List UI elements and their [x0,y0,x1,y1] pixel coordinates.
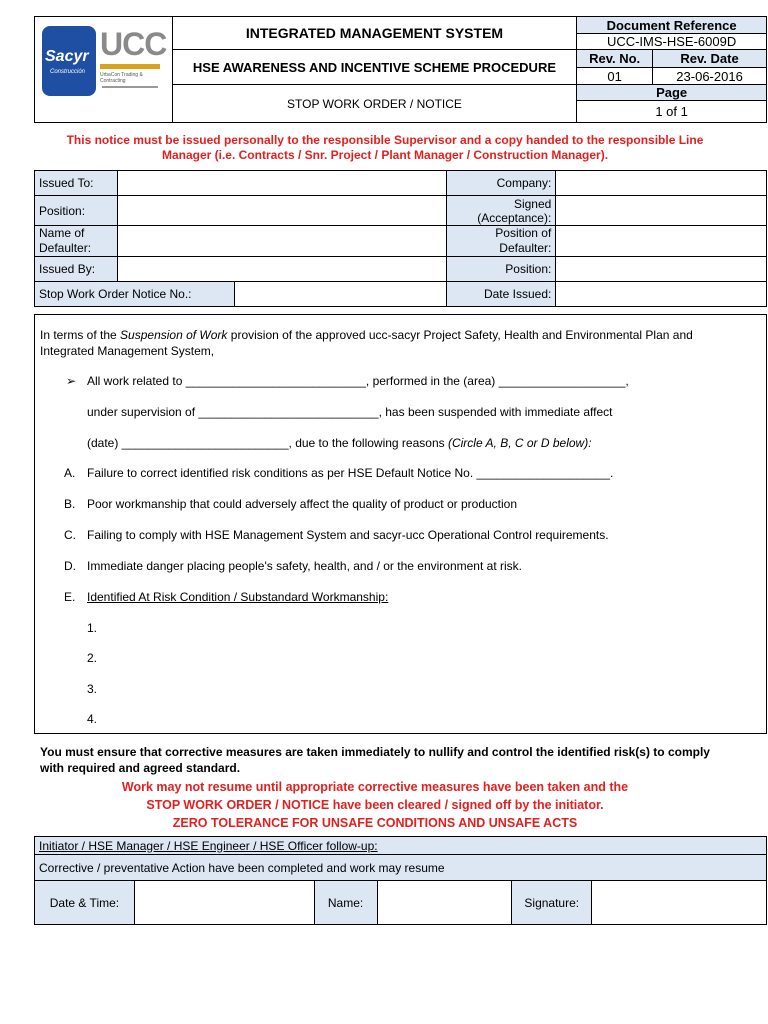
corrective-note-line-2: with required and agreed standard. [40,761,241,775]
reason-text-a: Failure to correct identified risk conditions as per HSE Default Notice No. ____________________. [87,466,614,480]
company-label: Company: [447,171,556,196]
date-time-field[interactable] [134,881,314,925]
name-of-defaulter-label: Name of Defaulter: [35,226,118,257]
reason-letter-b[interactable]: B. [64,497,76,511]
corrective-note-line-1: You must ensure that corrective measures are taken immediately to nullify and control the identified risk(s) to comply [40,745,710,759]
date-issued-label: Date Issued: [447,282,556,307]
followup-header: Initiator / HSE Manager / HSE Engineer / HSE Officer follow-up: [35,837,767,855]
work-line-2: under supervision of ___________________________, has been suspended with immediate affect [87,405,613,419]
position-of-defaulter-label: Position of Defaulter: [447,226,556,257]
date-issued-field[interactable] [556,282,767,307]
issued-by-field[interactable] [117,257,446,282]
ucc-logo [98,24,167,100]
rev-date-label: Rev. Date [653,50,767,68]
zero-tolerance-banner: ZERO TOLERANCE FOR UNSAFE CONDITIONS AND UNSAFE ACTS [172,816,578,830]
doc-ref-label: Document Reference [577,17,767,34]
condition-item-2[interactable]: 2. [87,651,98,665]
reason-letter-a[interactable]: A. [64,466,76,480]
work-line-3-emphasis: (Circle A, B, C or D below): [447,436,592,450]
company-field[interactable] [556,171,767,196]
bullet-arrow-icon: ➢ [66,374,77,388]
followup-name-label: Name: [314,881,377,925]
work-line-3 [87,436,592,450]
reason-text-b: Poor workmanship that could adversely affect the quality of product or production [87,497,518,511]
reason-letter-e[interactable]: E. [64,590,76,604]
sacyr-logo-subtext: Construcción [50,69,86,75]
intro-line-1 [40,328,693,342]
followup-name-field[interactable] [377,881,512,925]
followup-statement: Corrective / preventative Action have been completed and work may resume [35,855,767,881]
reason-text-c: Failing to comply with HSE Management System and sacyr-ucc Operational Control requirements. [87,528,609,542]
page-label: Page [577,85,767,101]
rev-no-label: Rev. No. [577,50,653,68]
reason-letter-c[interactable]: C. [64,528,76,542]
reason-text-d: Immediate danger placing people's safety, health, and / or the environment at risk. [87,559,522,573]
procedure-title: HSE AWARENESS AND INCENTIVE SCHEME PROCEDURE [172,50,576,85]
sacyr-logo-text: Sacyr [45,48,89,65]
sacyr-logo [42,26,96,96]
followup-table [34,836,767,925]
reason-text-e: Identified At Risk Condition / Substandard Workmanship: [87,590,389,604]
condition-item-3[interactable]: 3. [87,682,98,696]
doc-ref-value: UCC-IMS-HSE-6009D [577,34,767,50]
name-of-defaulter-field[interactable] [117,226,446,257]
issued-by-position-field[interactable] [556,257,767,282]
issued-by-position-label: Position: [447,257,556,282]
issue-notice [40,133,730,163]
ucc-logo-bar [100,64,160,69]
position-label: Position: [35,196,118,226]
signature-label: Signature: [512,881,592,925]
issue-info-table [34,170,767,307]
work-line-1: All work related to ___________________________, performed in the (area) ___________________, [87,374,629,388]
system-title: INTEGRATED MANAGEMENT SYSTEM [172,17,576,50]
corrective-note [40,744,740,776]
signed-field[interactable] [556,196,767,226]
issued-to-label: Issued To: [35,171,118,196]
signed-label: Signed (Acceptance): [447,196,556,226]
resume-warning-line-2: STOP WORK ORDER / NOTICE have been cleared / signed off by the initiator. [146,798,604,812]
issue-notice-line-1: This notice must be issued personally to the responsible Supervisor and a copy handed to the responsible Line [66,133,704,147]
position-field[interactable] [117,196,446,226]
rev-no-value: 01 [577,68,653,85]
intro-text-a: In terms of the [40,328,121,342]
work-line-3-text: (date) _________________________, due to the following reasons [87,436,448,450]
intro-line-2: Integrated Management System, [40,344,215,358]
signature-field[interactable] [592,881,767,925]
form-title: STOP WORK ORDER / NOTICE [172,85,576,123]
condition-item-1[interactable]: 1. [87,621,98,635]
issued-by-label: Issued By: [35,257,118,282]
issued-to-field[interactable] [117,171,446,196]
date-time-label: Date & Time: [35,881,135,925]
page-value: 1 of 1 [577,101,767,123]
swo-number-label: Stop Work Order Notice No.: [35,282,235,307]
ucc-logo-text: UCC [100,26,167,62]
rev-date-value: 23-06-2016 [653,68,767,85]
swo-number-field[interactable] [234,282,447,307]
reason-letter-d[interactable]: D. [64,559,76,573]
condition-item-4[interactable]: 4. [87,712,98,726]
ucc-logo-subtext: UrbaCon Trading & Contracting [100,72,143,84]
intro-text-b: provision of the approved ucc-sacyr Project Safety, Health and Environmental Plan and [227,328,693,342]
intro-emphasis: Suspension of Work [120,328,228,342]
issue-notice-line-2: Manager (i.e. Contracts / Snr. Project / Plant Manager / Construction Manager). [161,148,609,162]
ucc-logo-line [102,86,158,88]
resume-warning-line-1: Work may not resume until appropriate corrective measures have been taken and the [121,780,629,794]
position-of-defaulter-field[interactable] [556,226,767,257]
